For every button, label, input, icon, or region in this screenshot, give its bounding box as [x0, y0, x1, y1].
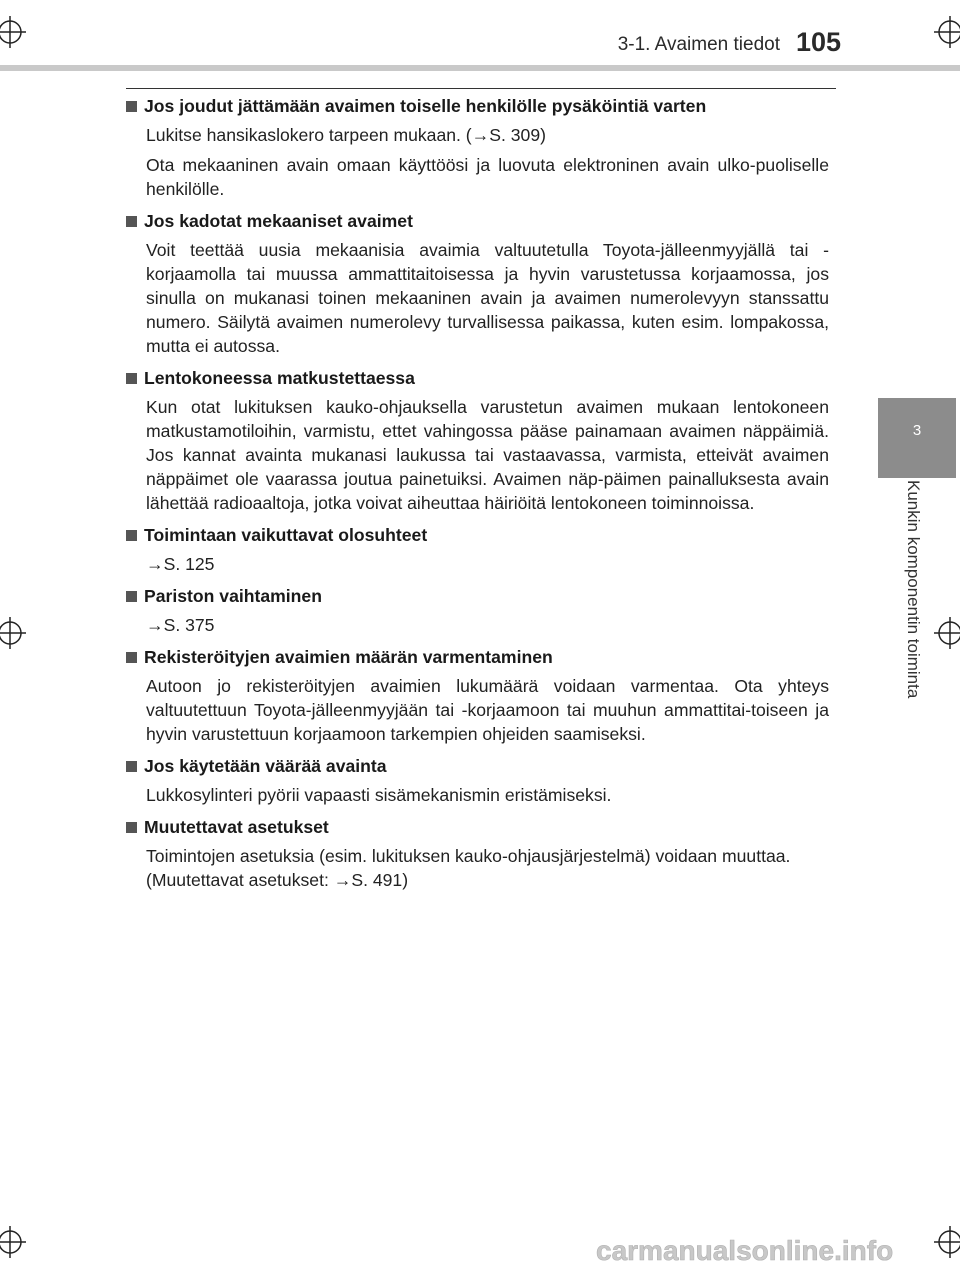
- section-heading: [126, 209, 829, 233]
- section-registered-keys: [126, 645, 829, 746]
- section-title: Muutettavat asetukset: [144, 817, 329, 837]
- page-reference-link[interactable]: →S. 375: [146, 615, 215, 635]
- section-title: Rekisteröityjen avaimien määrän varmentaminen: [144, 647, 553, 667]
- section-title: Jos kadotat mekaaniset avaimet: [144, 211, 413, 231]
- registration-mark-icon: [934, 617, 960, 649]
- filled-square-icon: [126, 652, 137, 663]
- section-heading: [126, 94, 829, 118]
- registration-mark-icon: [934, 1226, 960, 1258]
- section-title: Toimintaan vaikuttavat olosuhteet: [144, 525, 428, 545]
- content-top-divider: [126, 88, 836, 89]
- paragraph: Kun otat lukituksen kauko-ohjauksella varustetun avaimen mukaan lentokoneen matkustamotiloihin, varmistu, ettet vahingossa pääse painamaan avaimen näppäimiä. Jos kannat avainta mukanasi laukussa tai vastaavassa, varmista, etteivät avaimen näppäimet ole vaarassa joutua painetuiksi. Avaimen näp-päimen painalluksesta avain lähettää radioaaltoja, jotka voivat aiheuttaa häiriöitä lentokoneen toiminnoissa.: [146, 397, 829, 513]
- section-valet-key: [126, 94, 829, 201]
- section-title: Jos käytetään väärää avainta: [144, 756, 387, 776]
- page-number: 105: [796, 27, 842, 57]
- filled-square-icon: [126, 216, 137, 227]
- running-header-section: 3-1. Avaimen tiedot: [617, 34, 780, 55]
- watermark-logo: [596, 1232, 926, 1268]
- paragraph: Autoon jo rekisteröityjen avaimien lukumäärä voidaan varmentaa. Ota yhteys valtuutettuun Toyota-jälleenmyyjään tai -korjaamoon tai muuhun ammattitai-toiseen ja hyvin varustettuun korjaamoon tarkempien ohjeiden saamiseksi.: [146, 676, 829, 744]
- paragraph: Lukitse hansikaslokero tarpeen mukaan. (→S. 309): [146, 125, 546, 145]
- paragraph: Lukkosylinteri pyörii vapaasti sisämekanismin eristämiseksi.: [146, 785, 612, 805]
- section-title: Jos joudut jättämään avaimen toiselle henkilölle pysäköintiä varten: [144, 96, 707, 116]
- page-reference-link[interactable]: →S. 125: [146, 554, 215, 574]
- section-heading: [126, 366, 829, 390]
- section-air-travel: [126, 366, 829, 515]
- section-title: Pariston vaihtaminen: [144, 586, 322, 606]
- section-heading: [126, 645, 829, 669]
- section-battery-replacement: [126, 584, 829, 637]
- filled-square-icon: [126, 373, 137, 384]
- registration-mark-icon: [0, 1226, 26, 1258]
- section-operating-conditions: [126, 523, 829, 576]
- section-heading: [126, 754, 829, 778]
- header-divider: [0, 65, 960, 71]
- main-content: [126, 94, 829, 900]
- registration-mark-icon: [0, 16, 26, 48]
- section-title: Lentokoneessa matkustettaessa: [144, 368, 415, 388]
- chapter-title: Kunkin komponentin toiminta: [904, 480, 923, 699]
- section-heading: [126, 815, 829, 839]
- paragraph: Toimintojen asetuksia (esim. lukituksen kauko-ohjausjärjestelmä) voidaan muuttaa.: [146, 846, 791, 866]
- filled-square-icon: [126, 761, 137, 772]
- filled-square-icon: [126, 591, 137, 602]
- section-heading: [126, 584, 829, 608]
- section-customization: [126, 815, 829, 892]
- section-lost-keys: [126, 209, 829, 358]
- filled-square-icon: [126, 101, 137, 112]
- filled-square-icon: [126, 530, 137, 541]
- page-reference-link[interactable]: (Muutettavat asetukset: →S. 491): [146, 870, 409, 890]
- section-wrong-key: [126, 754, 829, 807]
- paragraph: Ota mekaaninen avain omaan käyttöösi ja luovuta elektroninen avain ulko-puoliselle henkilölle.: [146, 155, 829, 199]
- paragraph: Voit teettää uusia mekaanisia avaimia valtuutetulla Toyota-jälleenmyyjällä tai -korjaamolla tai muussa ammattitaitoisessa ja hyvin varustetussa korjaamossa, jos sinulla on mukanasi toinen mekaaninen avain ja avaimen numerolevyyn stanssattu numero. Säilytä avaimen numerolevy turvallisessa paikassa, kuten esim. lompakossa, mutta ei autossa.: [146, 240, 829, 356]
- registration-mark-icon: [0, 617, 26, 649]
- svg-text:carmanualsonline.info: carmanualsonline.info: [596, 1235, 894, 1266]
- section-heading: [126, 523, 829, 547]
- filled-square-icon: [126, 822, 137, 833]
- chapter-tab: [878, 398, 956, 478]
- chapter-number: 3: [912, 422, 922, 439]
- registration-mark-icon: [934, 16, 960, 48]
